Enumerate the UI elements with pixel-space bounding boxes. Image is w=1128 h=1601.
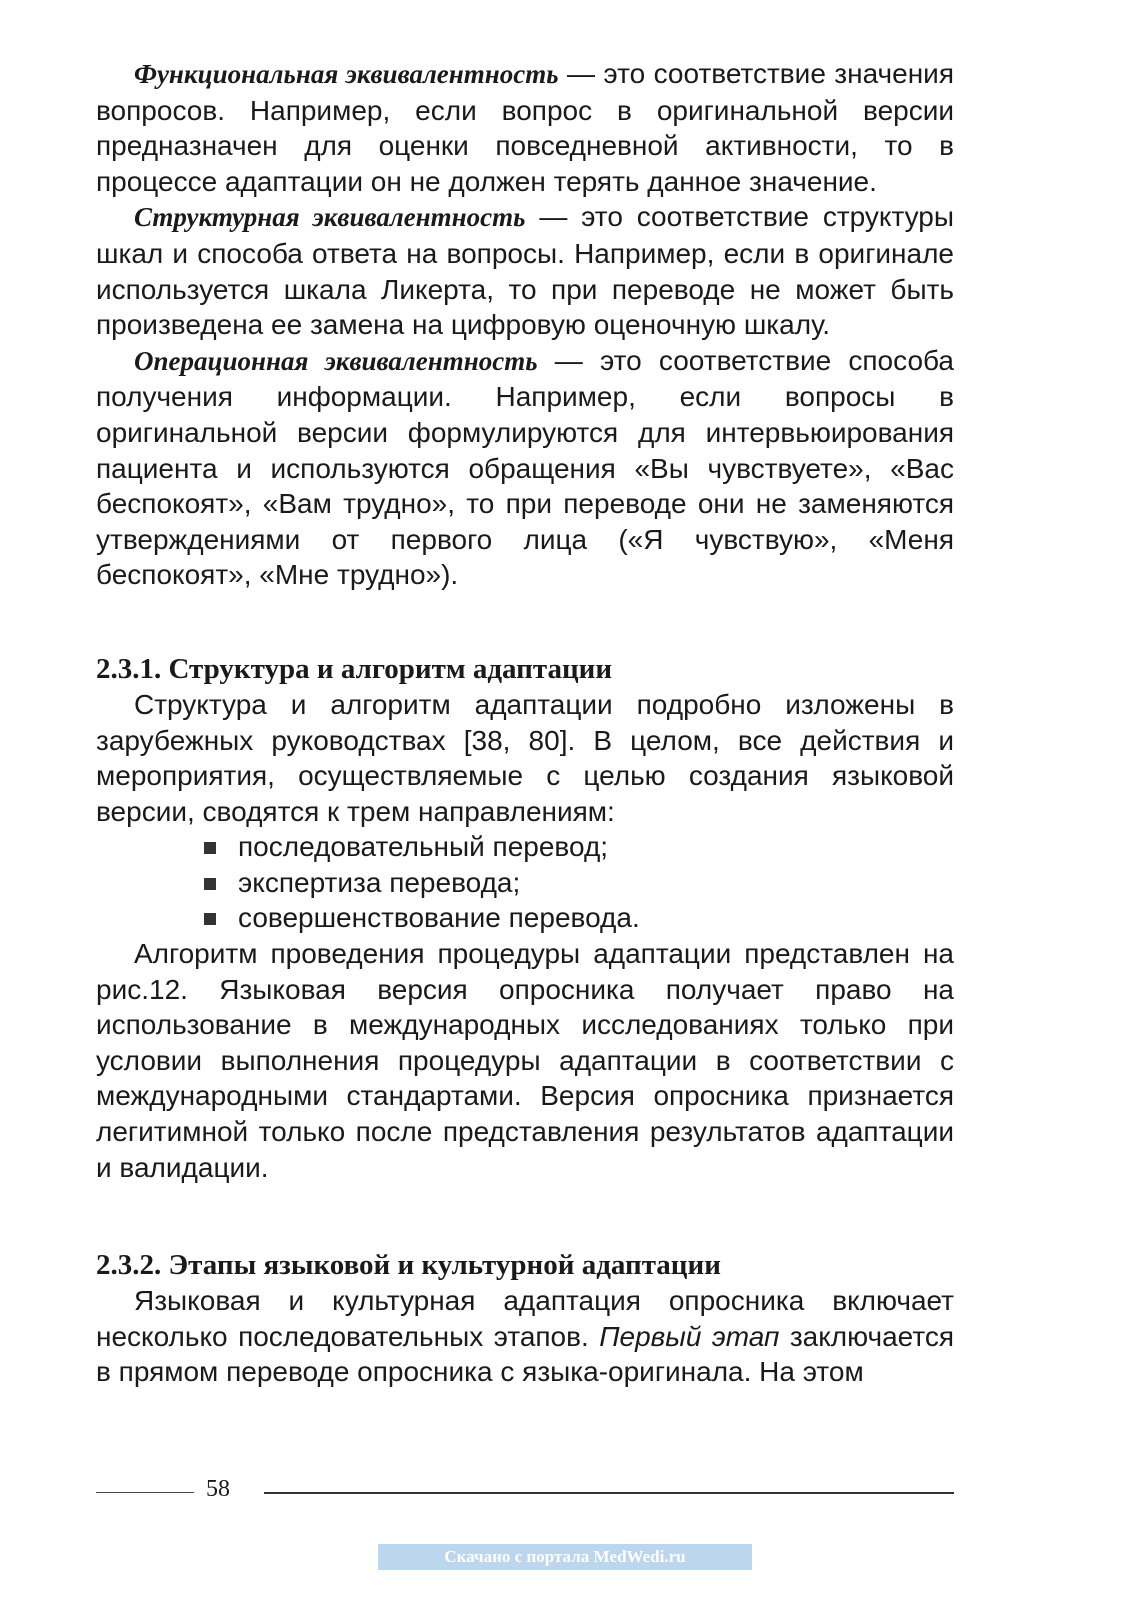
section-heading-2-3-1: 2.3.1. Структура и алгоритм адаптации xyxy=(96,652,613,685)
stages-italic: Первый этап xyxy=(599,1320,780,1352)
list-item xyxy=(204,900,954,936)
list-item-text: совершенствование перевода. xyxy=(238,902,640,934)
section-heading-2-3-2: 2.3.2. Этапы языковой и культурной адаптации xyxy=(96,1249,721,1282)
page-number: 58 xyxy=(206,1476,230,1502)
page-content xyxy=(96,56,954,1390)
square-bullet-icon xyxy=(204,878,216,890)
paragraph-functional-equivalence xyxy=(96,56,954,199)
list-item xyxy=(204,829,954,865)
footer-rule-left xyxy=(96,1492,194,1493)
paragraph-structural-equivalence xyxy=(96,199,954,342)
text-structural: — это соответствие структуры шкал и способа ответа на вопросы. Например, если в оригинале используется шкала Ликерта, то при переводе не может быть произведена ее замена на цифровую оценочную шкалу. xyxy=(96,201,954,341)
page-footer xyxy=(96,1476,954,1506)
term-functional: Функциональная эквивалентность xyxy=(134,59,559,89)
list-item-text: последовательный перевод; xyxy=(238,831,609,863)
text-operational: — это соответствие способа получения информации. Например, если вопросы в оригинальной версии формулируются для интервьюирования пациента и используются обращения «Вы чувствуете», «Вас беспокоят», «Вам трудно», то при переводе они не заменяются утверждениями от первого лица («Я чувствую», «Меня беспокоят», «Мне трудно»). xyxy=(96,344,954,591)
square-bullet-icon xyxy=(204,913,216,925)
term-operational: Операционная эквивалентность xyxy=(134,345,538,376)
text-functional: — это соответствие значения вопросов. Например, если вопрос в оригинальной версии предназначен для оценки повседневной активности, то в процессе адаптации он не должен терять данное значение. xyxy=(96,58,954,197)
footer-rule-right xyxy=(264,1492,954,1494)
list-item-text: экспертиза перевода; xyxy=(238,866,521,898)
stages-text-after: заключается в прямом переводе опросника с языка-оригинала. На этом xyxy=(96,1320,954,1388)
paragraph-stages xyxy=(96,1283,954,1390)
stages-text-before: Языковая и культурная адаптация опросника включает несколько последовательных этапов. xyxy=(96,1285,954,1352)
paragraph-operational-equivalence xyxy=(96,343,954,593)
list-item xyxy=(204,865,954,901)
bullet-list xyxy=(96,829,954,936)
paragraph-structure-intro: Структура и алгоритм адаптации подробно изложены в зарубежных руководствах [38, 80]. В целом, все действия и мероприятия, осуществляемые с целью создания языковой версии, сводятся к трем направлениям: xyxy=(96,688,954,827)
paragraph-algorithm: Алгоритм проведения процедуры адаптации представлен на рис.12. Языковая версия опросника получает право на использование в международных исследованиях только при условии выполнения процедуры адаптации в соответствии с международными стандартами. Версия опросника признается легитимной только после представления результатов адаптации и валидации. xyxy=(96,938,954,1183)
watermark-banner: Скачано с портала MedWedi.ru xyxy=(378,1544,752,1570)
square-bullet-icon xyxy=(204,842,216,854)
term-structural: Структурная эквивалентность xyxy=(134,202,526,233)
